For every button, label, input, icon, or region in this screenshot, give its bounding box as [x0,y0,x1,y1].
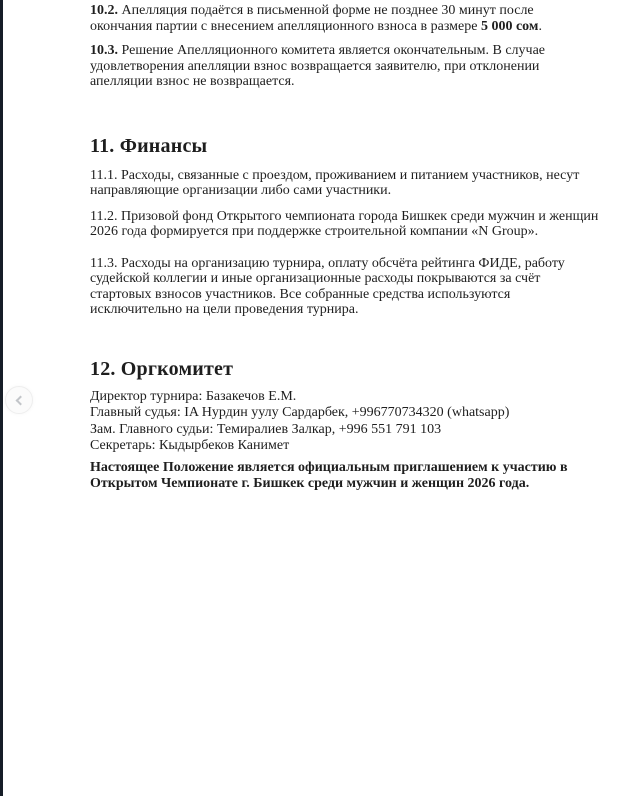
paragraph-10-2-text: Апелляция подаётся в письменной форме не позднее 30 минут после окончания партии с внесением апелляционного взноса в размере [90,3,534,34]
closing-invitation-paragraph: Настоящее Положение является официальным приглашением к участию в Открытом Чемпионате г. Бишкек среди мужчин и женщин 2026 года. [90,459,568,491]
committee-line-director: Директор турнира: Базакечов Е.М. [90,388,297,404]
paragraph-10-2 [90,3,599,34]
paragraph-11-1 [90,168,599,199]
paragraph-11-3-text: Расходы на организацию турнира, оплату обсчёта рейтинга ФИДЕ, работу судейской коллегии и иные организационные расходы покрываются за счёт стартовых взносов участников. Все собранные средства используются исключительно на цели проведения турнира. [90,255,565,317]
section-heading-finances: 11. Финансы [90,134,208,157]
section-heading-committee: 12. Оргкомитет [90,357,234,380]
document-page [90,0,599,492]
chevron-left-icon [16,395,26,405]
paragraph-10-3-text: Решение Апелляционного комитета является окончательным. В случае удовлетворения апелляции взнос возвращается заявителю, при отклонении апелляции взнос не возвращается. [90,43,545,89]
committee-line-secretary: Секретарь: Кыдырбеков Канимет [90,438,290,453]
clause-number-11-3: 11.3. [90,255,118,271]
committee-line-deputy-arbiter: Зам. Главного судьи: Темиралиев Залкар, +996 551 791 103 [90,421,442,437]
committee-line-chief-arbiter: Главный судья: IA Нурдин уулу Сардарбек, +996770734320 (whatsapp) [90,405,510,420]
clause-number-10-2: 10.2. [90,3,118,18]
clause-number-10-3: 10.3. [90,43,118,58]
paragraph-10-2-tail: . [538,18,542,34]
appeal-fee-amount: 5 000 сом [480,18,539,34]
clause-number-11-1: 11.1. [90,167,118,183]
clause-number-11-2: 11.2. [90,208,118,224]
committee-list [90,389,599,455]
paragraph-10-3 [90,43,599,90]
paragraph-11-1-text: Расходы, связанные с проездом, проживанием и питанием участников, несут направляющие организации либо сами участники. [90,167,580,198]
left-edge-bar [0,0,3,796]
paragraph-11-2-text: Призовой фонд Открытого чемпионата города Бишкек среди мужчин и женщин 2026 года формируется при поддержке строительной компании «N Group». [90,208,599,239]
previous-page-button[interactable] [5,386,33,414]
paragraph-11-2 [90,209,599,240]
paragraph-11-3 [90,256,599,318]
